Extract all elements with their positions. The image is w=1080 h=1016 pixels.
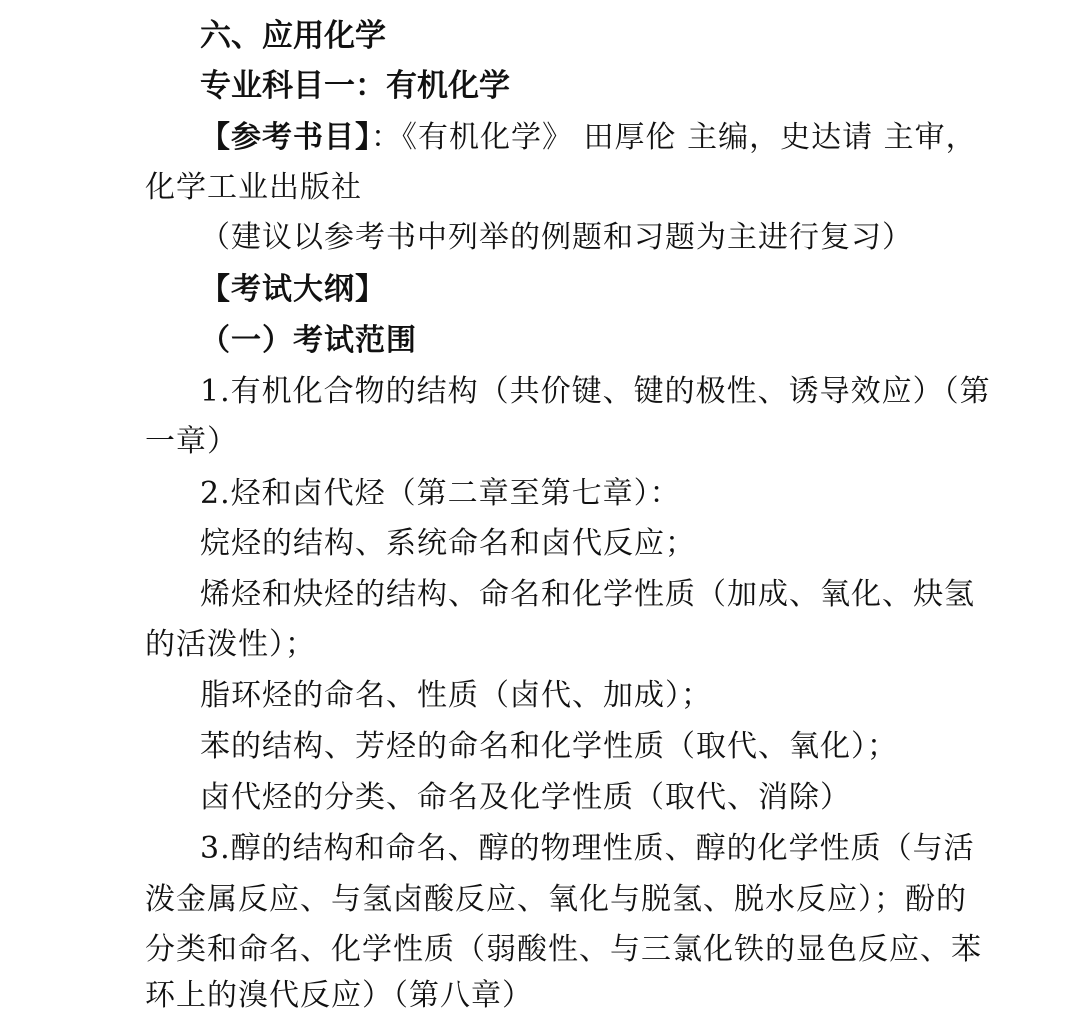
subject-title: 专业科目一：有机化学 <box>200 68 510 104</box>
reference-label: 【参考书目】 <box>200 120 371 155</box>
item3-line4: 环上的溴代反应）（第八章） <box>145 978 533 1013</box>
item1-line1: 1.有机化合物的结构（共价键、键的极性、诱导效应）（第 <box>200 374 991 409</box>
item3-line1: 3.醇的结构和命名、醇的物理性质、醇的化学性质（与活 <box>200 831 975 866</box>
reference-line-1 <box>200 118 977 158</box>
outline-label: 【考试大纲】 <box>200 272 386 307</box>
item3-line3: 分类和命名、化学性质（弱酸性、与三氯化铁的显色反应、苯 <box>145 932 982 967</box>
reference-line-2: 化学工业出版社 <box>145 170 362 205</box>
reference-suggestion: （建议以参考书中列举的例题和习题为主进行复习） <box>200 220 913 255</box>
item2-sub1: 烷烃的结构、系统命名和卤代反应； <box>200 526 696 561</box>
item3-line2: 泼金属反应、与氢卤酸反应、氧化与脱氢、脱水反应）；酚的 <box>145 882 967 917</box>
item2-sub2-line2: 的活泼性）； <box>145 627 316 662</box>
item2-sub3: 脂环烃的命名、性质（卤代、加成）； <box>200 678 712 713</box>
item1-line2: 一章） <box>145 424 238 459</box>
item2-heading: 2.烃和卤代烃（第二章至第七章）： <box>200 476 681 511</box>
item2-sub4: 苯的结构、芳烃的命名和化学性质（取代、氧化）； <box>200 729 898 764</box>
section-heading: 六、应用化学 <box>200 18 386 54</box>
reference-book-text: ：《有机化学》 田厚伦 主编，史达请 主审， <box>371 120 977 155</box>
item2-sub5: 卤代烃的分类、命名及化学性质（取代、消除） <box>200 780 851 815</box>
scope-heading: （一）考试范围 <box>200 323 417 358</box>
item2-sub2-line1: 烯烃和炔烃的结构、命名和化学性质（加成、氧化、炔氢 <box>200 577 975 612</box>
